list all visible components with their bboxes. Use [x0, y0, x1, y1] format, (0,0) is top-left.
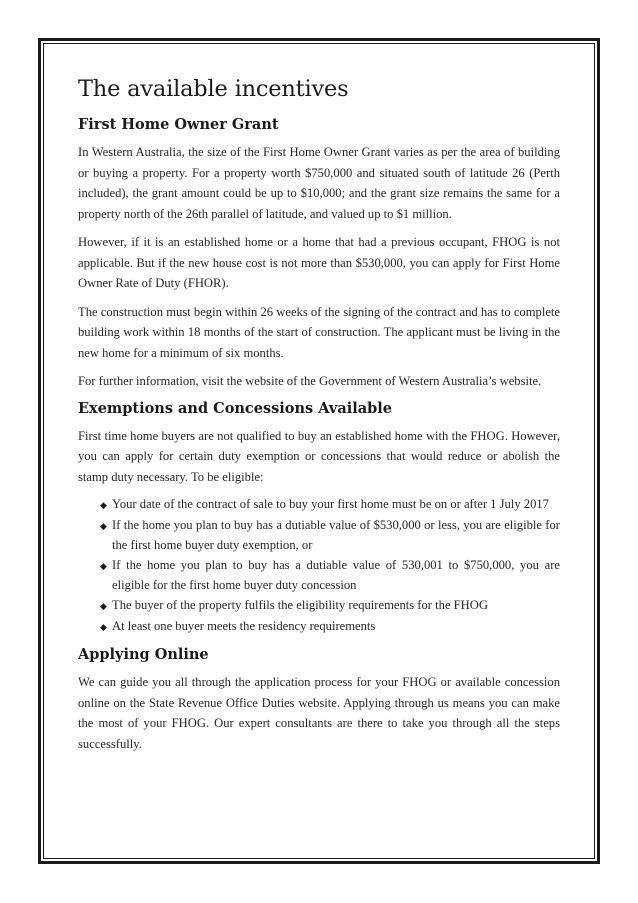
list-item: [100, 596, 560, 616]
list-item: [100, 556, 560, 595]
list-item-text: If the home you plan to buy has a dutiable value of $530,000 or less, you are eligible for the first home buyer duty exemption, or: [112, 518, 560, 552]
list-item: [100, 617, 560, 637]
diamond-bullet-icon: ◆: [100, 521, 107, 531]
eligibility-list: [100, 495, 560, 637]
list-item: [100, 495, 560, 515]
list-item-text: Your date of the contract of sale to buy your first home must be on or after 1 July 2017: [112, 497, 549, 511]
list-item-text: The buyer of the property fulfils the eligibility requirements for the FHOG: [112, 598, 488, 612]
section-heading-fhog: First Home Owner Grant: [78, 116, 279, 133]
paragraph: In Western Australia, the size of the First Home Owner Grant varies as per the area of building or buying a property. For a property worth $750,000 and situated south of latitude 26 (Perth included), the grant amount could be up to $10,000; and the grant size remains the same for a property north of the 26th parallel of latitude, and valued up to $1 million.: [78, 145, 560, 221]
page-title: The available incentives: [78, 76, 349, 102]
section-heading-exemptions: Exemptions and Concessions Available: [78, 399, 392, 417]
paragraph: First time home buyers are not qualified to buy an established home with the FHOG. However, you can apply for certain duty exemption or concessions that would reduce or abolish the stamp duty necessary. To be eligible:: [78, 428, 560, 484]
document-body: [78, 76, 560, 762]
paragraph: For further information, visit the website of the Government of Western Australia’s website.: [78, 374, 542, 388]
paragraph: The construction must begin within 26 weeks of the signing of the contract and has to complete building work within 18 months of the start of construction. The applicant must be living in the new home for a minimum of six months.: [78, 304, 560, 360]
list-item: [100, 516, 560, 555]
paragraph: However, if it is an established home or a home that had a previous occupant, FHOG is not applicable. But if the new house cost is not more than $530,000, you can apply for First Home Owner Rate of Duty (FHOR).: [78, 235, 560, 290]
diamond-bullet-icon: ◆: [100, 601, 107, 611]
diamond-bullet-icon: ◆: [100, 622, 107, 632]
section-heading-applying-online: Applying Online: [78, 646, 209, 663]
list-item-text: If the home you plan to buy has a dutiable value of 530,001 to $750,000, you are eligible for the first home buyer duty concession: [112, 558, 560, 592]
paragraph: We can guide you all through the application process for your FHOG or available concession online on the State Revenue Office Duties website. Applying through us means you can make the most of your FHOG. Our expert consultants are there to take you through all the steps successfully.: [78, 675, 560, 751]
list-item-text: At least one buyer meets the residency requirements: [112, 619, 376, 633]
diamond-bullet-icon: ◆: [100, 500, 107, 510]
diamond-bullet-icon: ◆: [100, 561, 107, 571]
